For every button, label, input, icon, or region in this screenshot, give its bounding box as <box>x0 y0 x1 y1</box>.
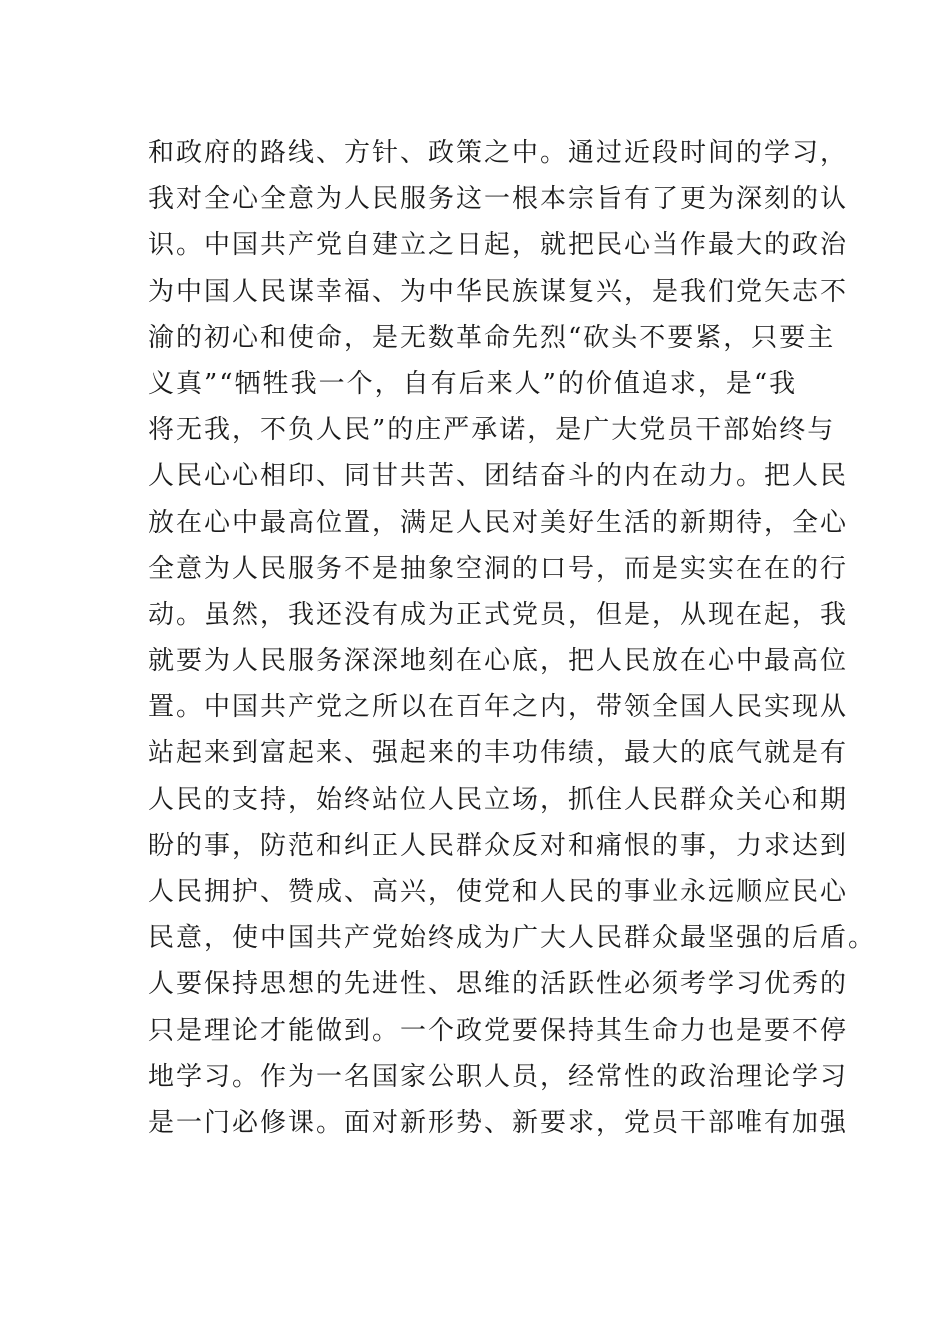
text-line: 是一门必修课。面对新形势、新要求，党员干部唯有加强 <box>148 1107 849 1138</box>
text-line: 和政府的路线、方针、政策之中。通过近段时间的学习， <box>148 138 849 168</box>
text-line: 渝的初心和使命，是无数革命先烈“砍头不要紧，只要主 <box>148 322 836 353</box>
text-line: 站起来到富起来、强起来的丰功伟绩，最大的底气就是有 <box>148 738 849 769</box>
text-line: 识。中国共产党自建立之日起，就把民心当作最大的政治 <box>148 230 849 261</box>
text-line: 人要保持思想的先进性、思维的活跃性必须考学习优秀的 <box>148 969 849 1000</box>
text-line: 我对全心全意为人民服务这一根本宗旨有了更为深刻的认 <box>148 184 849 215</box>
text-line: 义真”“牺牲我一个，自有后来人”的价值追求，是“我 <box>148 368 798 399</box>
text-line: 人民的支持，始终站位人民立场，抓住人民群众关心和期 <box>148 784 849 815</box>
text-line: 放在心中最高位置，满足人民对美好生活的新期待，全心 <box>148 507 849 538</box>
text-line: 只是理论才能做到。一个政党要保持其生命力也是要不停 <box>148 1015 849 1046</box>
text-line: 将无我，不负人民”的庄严承诺，是广大党员干部始终与 <box>148 415 836 446</box>
text-line: 为中国人民谋幸福、为中华民族谋复兴，是我们党矢志不 <box>148 276 849 307</box>
body-text <box>148 130 877 1146</box>
text-line: 民意，使中国共产党始终成为广大人民群众最坚强的后盾。 <box>148 923 877 954</box>
text-line: 就要为人民服务深深地刻在心底，把人民放在心中最高位 <box>148 646 849 677</box>
text-line: 置。中国共产党之所以在百年之内，带领全国人民实现从 <box>148 692 849 723</box>
text-line: 动。虽然，我还没有成为正式党员，但是，从现在起，我 <box>148 599 849 630</box>
text-line: 人民拥护、赞成、高兴，使党和人民的事业永远顺应民心 <box>148 877 849 907</box>
text-line: 全意为人民服务不是抽象空洞的口号，而是实实在在的行 <box>148 553 849 584</box>
text-line: 人民心心相印、同甘共苦、团结奋斗的内在动力。把人民 <box>148 461 849 492</box>
text-line: 地学习。作为一名国家公职人员，经常性的政治理论学习 <box>148 1061 849 1092</box>
text-line: 盼的事，防范和纠正人民群众反对和痛恨的事，力求达到 <box>148 830 849 861</box>
